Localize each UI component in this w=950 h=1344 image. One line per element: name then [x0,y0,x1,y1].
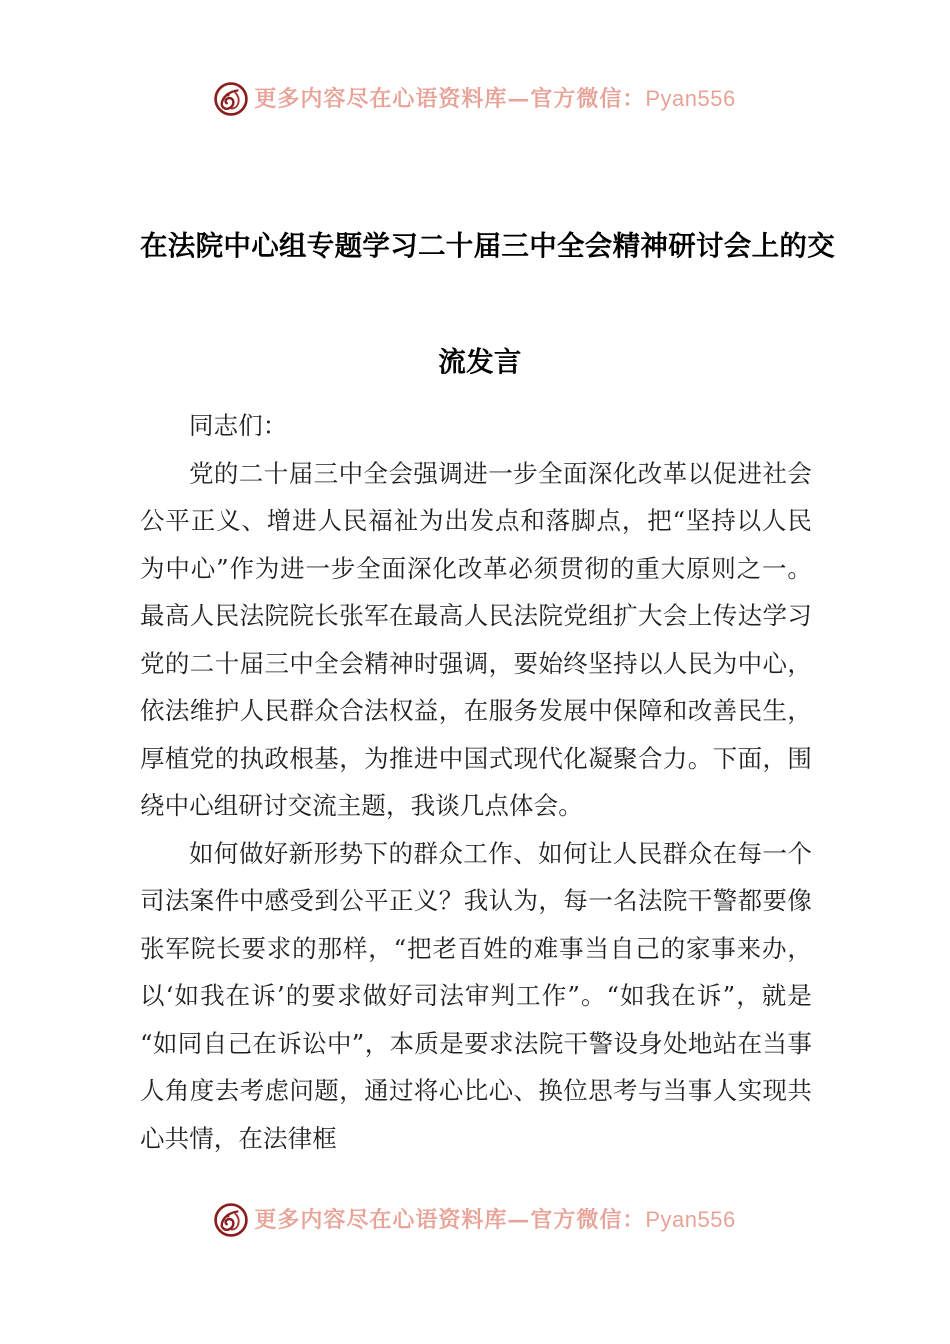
body-paragraph-2: 如何做好新形势下的群众工作、如何让人民群众在每一个司法案件中感受到公平正义？我认为，每一名法院干警都要像张军院长要求的那样，“把老百姓的难事当自己的家事来办，以‘如我在诉’的要求做好司法审判工作”。“如我在诉”，就是“如同自己在诉讼中”，本质是要求法院干警设身处地站在当事人角度去考虑问题，通过将心比心、换位思考与当事人实现共心共情，在法律框 [140,838,812,1153]
header-watermark-text [254,88,735,110]
title-line-1: 在法院中心组专题学习二十届三中全会精神研讨会上的交 [140,230,835,263]
body-paragraph-1: 党的二十届三中全会强调进一步全面深化改革以促进社会公平正义、增进人民福祉为出发点和落脚点，把“坚持以人民为中心”作为进一步全面深化改革必须贯彻的重大原则之一。最高人民法院院长张军在最高人民法院党组扩大会上传达学习党的二十届三中全会精神时强调，要始终坚持以人民为中心，依法维护人民群众合法权益，在服务发展中保障和改善民生，厚植党的执政根基，为推进中国式现代化凝聚合力。下面，围绕中心组研讨交流主题，我谈几点体会。 [140,458,812,820]
footer-watermark-text [254,1209,735,1231]
watermark-wechat-id: Pyan556 [645,86,736,111]
xinyu-circular-logo-icon [214,1203,248,1237]
watermark-wechat-id: Pyan556 [645,1207,736,1232]
page-title [140,188,835,420]
watermark-main-text: 更多内容尽在心语资料库—官方微信： [254,1207,646,1233]
watermark-main-text: 更多内容尽在心语资料库—官方微信： [254,86,646,112]
header-watermark [0,82,950,116]
document-body [140,402,812,1162]
title-line-2: 流发言 [438,346,522,379]
footer-watermark [0,1203,950,1237]
salutation-paragraph: 同志们： [189,411,288,440]
xinyu-circular-logo-icon [214,82,248,116]
